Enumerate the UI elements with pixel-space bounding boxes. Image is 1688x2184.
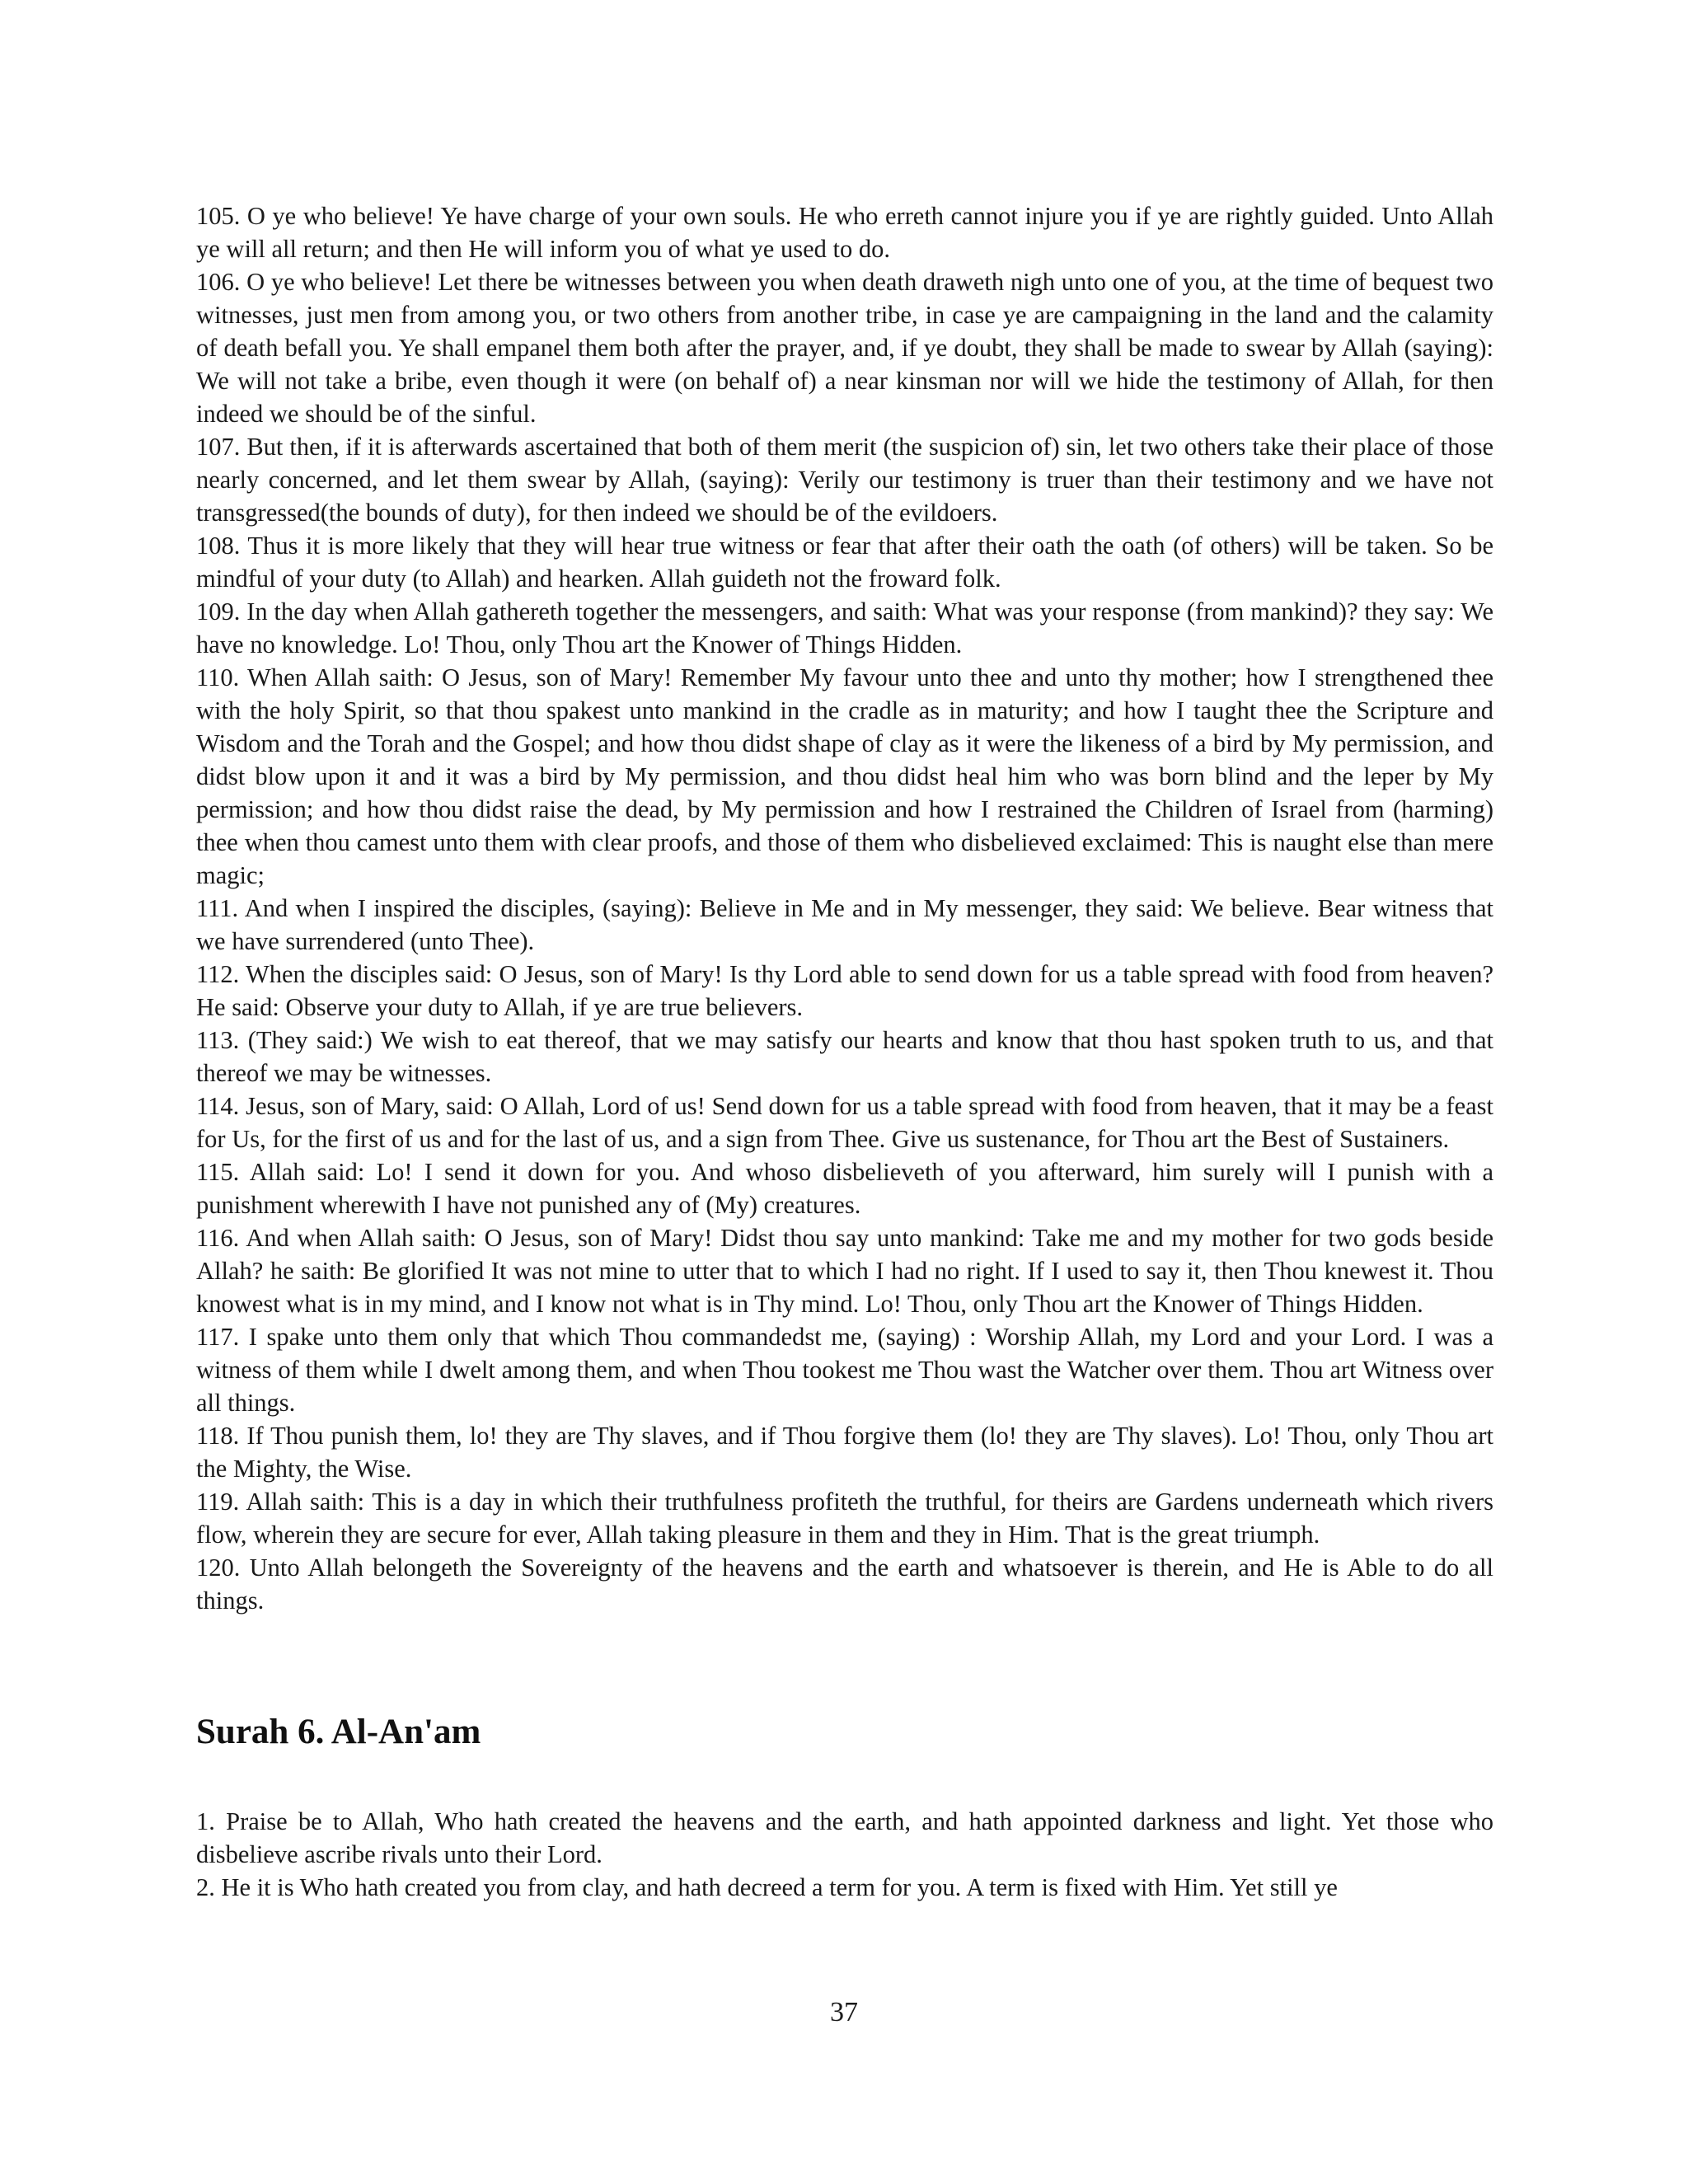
verse-112: 112. When the disciples said: O Jesus, son of Mary! Is thy Lord able to send down for us a table spread with food from heaven? He said: Observe your duty to Allah, if ye are true believers.	[196, 960, 1493, 1021]
verse-109: 109. In the day when Allah gathereth together the messengers, and saith: What was your response (from mankind)? they say: We have no knowledge. Lo! Thou, only Thou art the Knower of Things Hidden.	[196, 598, 1493, 658]
verse-118: 118. If Thou punish them, lo! they are Thy slaves, and if Thou forgive them (lo! they are Thy slaves). Lo! Thou, only Thou art the Mighty, the Wise.	[196, 1422, 1493, 1483]
verse-119: 119. Allah saith: This is a day in which their truthfulness profiteth the truthful, for theirs are Gardens underneath which rivers flow, wherein they are secure for ever, Allah taking pleasure in them and they in Him. That is the great triumph.	[196, 1488, 1493, 1549]
verse-1: 1. Praise be to Allah, Who hath created the heavens and the earth, and hath appointed darkness and light. Yet those who disbelieve ascribe rivals unto their Lord.	[196, 1807, 1493, 1868]
verses-section-surah-5	[196, 199, 1493, 1617]
surah-heading: Surah 6. Al-An'am	[196, 1713, 481, 1751]
verse-115: 115. Allah said: Lo! I send it down for you. And whoso disbelieveth of you afterward, him surely will I punish with a punishment wherewith I have not punished any of (My) creatures.	[196, 1158, 1493, 1219]
verse-111: 111. And when I inspired the disciples, (saying): Believe in Me and in My messenger, they said: We believe. Bear witness that we have surrendered (unto Thee).	[196, 894, 1493, 955]
verse-114: 114. Jesus, son of Mary, said: O Allah, Lord of us! Send down for us a table spread with food from heaven, that it may be a feast for Us, for the first of us and for the last of us, and a sign from Thee. Give us sustenance, for Thou art the Best of Sustainers.	[196, 1092, 1493, 1153]
verse-108: 108. Thus it is more likely that they will hear true witness or fear that after their oath the oath (of others) will be taken. So be mindful of your duty (to Allah) and hearken. Allah guideth not the froward folk.	[196, 532, 1493, 593]
verse-120: 120. Unto Allah belongeth the Sovereignty of the heavens and the earth and whatsoever is therein, and He is Able to do all things.	[196, 1554, 1493, 1615]
verse-116: 116. And when Allah saith: O Jesus, son of Mary! Didst thou say unto mankind: Take me and my mother for two gods beside Allah? he saith: Be glorified It was not mine to utter that to which I had no right. If I used to say it, then Thou knewest it. Thou knowest what is in my mind, and I know not what is in Thy mind. Lo! Thou, only Thou art the Knower of Things Hidden.	[196, 1224, 1493, 1318]
verse-110: 110. When Allah saith: O Jesus, son of Mary! Remember My favour unto thee and unto thy mother; how I strengthened thee with the holy Spirit, so that thou spakest unto mankind in the cradle as in maturity; and how I taught thee the Scripture and Wisdom and the Torah and the Gospel; and how thou didst shape of clay as it were the likeness of a bird by My permission, and didst blow upon it and it was a bird by My permission, and thou didst heal him who was born blind and the leper by My permission; and how thou didst raise the dead, by My permission and how I restrained the Children of Israel from (harming) thee when thou camest unto them with clear proofs, and those of them who disbelieved exclaimed: This is naught else than mere magic;	[196, 663, 1493, 889]
verse-113: 113. (They said:) We wish to eat thereof, that we may satisfy our hearts and know that thou hast spoken truth to us, and that thereof we may be witnesses.	[196, 1026, 1493, 1087]
verses-section-surah-6	[196, 1805, 1493, 1904]
verse-106: 106. O ye who believe! Let there be witnesses between you when death draweth nigh unto one of you, at the time of bequest two witnesses, just men from among you, or two others from another tribe, in case ye are campaigning in the land and the calamity of death befall you. Ye shall empanel them both after the prayer, and, if ye doubt, they shall be made to swear by Allah (saying): We will not take a bribe, even though it were (on behalf of) a near kinsman nor will we hide the testimony of Allah, for then indeed we should be of the sinful.	[196, 268, 1493, 428]
page-number: 37	[830, 1997, 858, 2027]
verse-107: 107. But then, if it is afterwards ascertained that both of them merit (the suspicion of) sin, let two others take their place of those nearly concerned, and let them swear by Allah, (saying): Verily our testimony is truer than their testimony and we have not transgressed(the bounds of duty), for then indeed we should be of the evildoers.	[196, 433, 1493, 527]
verse-2: 2. He it is Who hath created you from clay, and hath decreed a term for you. A term is fixed with Him. Yet still ye	[196, 1873, 1338, 1901]
verse-105: 105. O ye who believe! Ye have charge of your own souls. He who erreth cannot injure you if ye are rightly guided. Unto Allah ye will all return; and then He will inform you of what ye used to do.	[196, 202, 1493, 263]
verse-117: 117. I spake unto them only that which Thou commandedst me, (saying) : Worship Allah, my Lord and your Lord. I was a witness of them while I dwelt among them, and when Thou tookest me Thou wast the Watcher over them. Thou art Witness over all things.	[196, 1323, 1493, 1417]
